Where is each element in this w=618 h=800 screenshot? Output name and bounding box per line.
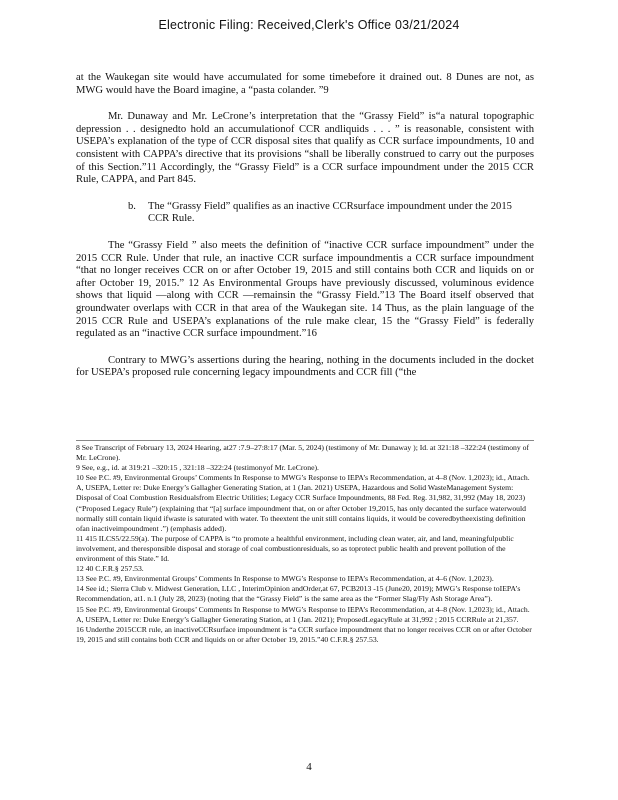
subheading-letter: b.: [128, 200, 136, 212]
page-number: 4: [306, 761, 312, 773]
paragraph-inactive-impoundment: The “Grassy Field ” also meets the definition of “inactive CCR surface impoundment” under the 2015 CCR Rule. Under that rule, an inactive CCR surface impoundmentis a CCR surface impoundment “that no longer receives CCR on or after October 19, 2015 and still contains both CCR and liquids on or after October 19, 2015.” 12 As Environmental Groups have previously discussed, voluminous evidence shows that liquid —along with CCR —remainsin the “Grassy Field.”13 The Board itself observed that groundwater overlaps with CCR in that area of the Waukegan site. 14 Thus, as the plain language of the 2015 CCR Rule and USEPA’s explanations of the rule make clear, 15 the “Grassy Field” is federally regulated as an “inactive CCR surface impoundment.”16: [76, 239, 534, 340]
paragraph-contrary: Contrary to MWG’s assertions during the hearing, nothing in the documents included in the docket for USEPA’s proposed rule concerning legacy impoundments and CCR fill (“the: [76, 354, 534, 379]
footnote: 8 See Transcript of February 13, 2024 Hearing, at27 :7.9–27:8:17 (Mar. 5, 2024) (testimony of Mr. Dunaway ); Id. at 321:18 –322:24 (testimony of Mr. LeCrone).: [76, 443, 530, 463]
filing-header: Electronic Filing: Received,Clerk's Office 03/21/2024: [158, 18, 460, 32]
paragraph-dunes: at the Waukegan site would have accumulated for some timebefore it drained out. 8 Dunes are not, as MWG would have the Board imagine, a “pasta colander. ”9: [76, 72, 534, 96]
footnote: 9 See, e.g., id. at 319:21 –320:15 , 321:18 –322:24 (testimonyof Mr. LeCrone).: [76, 463, 319, 473]
footnote: 15 See P.C. #9, Environmental Groups’ Comments In Response to MWG’s Response to IEPA’s Recommendation, at 4–8 (Nov. 1,2023); id., Attach. A, USEPA, Letter re: Duke Energy’s Gallagher Generating Station, at 1 (Jan. 2021); ProposedLegacyRule at 31,992 ; 2015 CCRRule at 21,357.: [76, 604, 530, 624]
footnote: 13 See P.C. #9, Environmental Groups’ Comments In Response to MWG’s Response to IEPA’s Recommendation, at 4–6 (Nov. 1,2023).: [76, 574, 494, 584]
paragraph-interpretation: Mr. Dunaway and Mr. LeCrone’s interpretation that the “Grassy Field” is“a natural topographic depression . . designedto hold an accumulationof CCR andliquids . . . ” is reasonable, consistent with USEPA’s explanation of the type of CCR disposal sites that qualify as CCR surface impoundments, 10 and consistent with CAPPA’s directive that its provisions “shall be liberally construed to carry out the purposes of this Section.”11 Accordingly, the “Grassy Field” is a CCR surface impoundment under the 2015 CCR Rule, CAPPA, and Part 845.: [76, 111, 534, 186]
footnote: 12 40 C.F.R.§ 257.53.: [76, 564, 144, 574]
body-text: [76, 72, 534, 380]
footnote: 16 Underthe 2015CCR rule, an inactiveCCRsurface impoundment is “a CCR surface impoundment that no longer receives CCR on or after October 19, 2015 and still contains both CCR and liquids on or after October 19, 2015.”40 C.F.R.§ 257.53.: [76, 624, 532, 644]
footnote: 14 See id.; Sierra Club v. Midwest Generation, LLC , InterimOpinion andOrder,at 67, PCB2013 -15 (June20, 2019); MWG’s Response toIEPA’s Recommendation, at1. n.1 (July 28, 2023) (noting that the “Grassy Field” is the same area as the “Former Slag/Fly Ash Storage Area”).: [76, 584, 521, 604]
subheading-text: The “Grassy Field” qualifies as an inactive CCRsurface impoundment under the 2015 CCR Rule.: [148, 200, 512, 225]
footnote: 11 415 ILCS5/22.59(a). The purpose of CAPPA is “to promote a healthful environment, including clean water, air, and land, meaningfulpublic involvement, and theresponsible disposal and storage of coal combustionresiduals, so as toprotect public health and prevent pollution of the environment of this State.” Id.: [76, 533, 514, 564]
footnotes: [76, 440, 534, 645]
section-subheading: [128, 201, 534, 226]
footnote: 10 See P.C. #9, Environmental Groups’ Comments In Response to MWG’s Response to IEPA’s Recommendation, at 4–8 (Nov. 1,2023); id., Attach. A, USEPA, Letter re: Duke Energy’s Gallagher Generating Station, at 1 (Jan. 2021) USEPA, Hazardous and Solid WasteManagement System: Disposal of Coal Combustion Residualsfrom Electric Utilities; Legacy CCR Surface Impoundments, 88 Fed. Reg. 31,982, 31,992 (May 18, 2023) (“Proposed Legacy Rule”) (explaining that “[a] surface impoundment that, on or after October 19,2015, has only decanted the surface waterwould normally still contain liquid ifwaste is saturated with water. To theextent the unit still contains liquids, it would be coveredbytheexisting definition ofan inactiveimpoundment .”) (emphasis added).: [76, 473, 530, 533]
